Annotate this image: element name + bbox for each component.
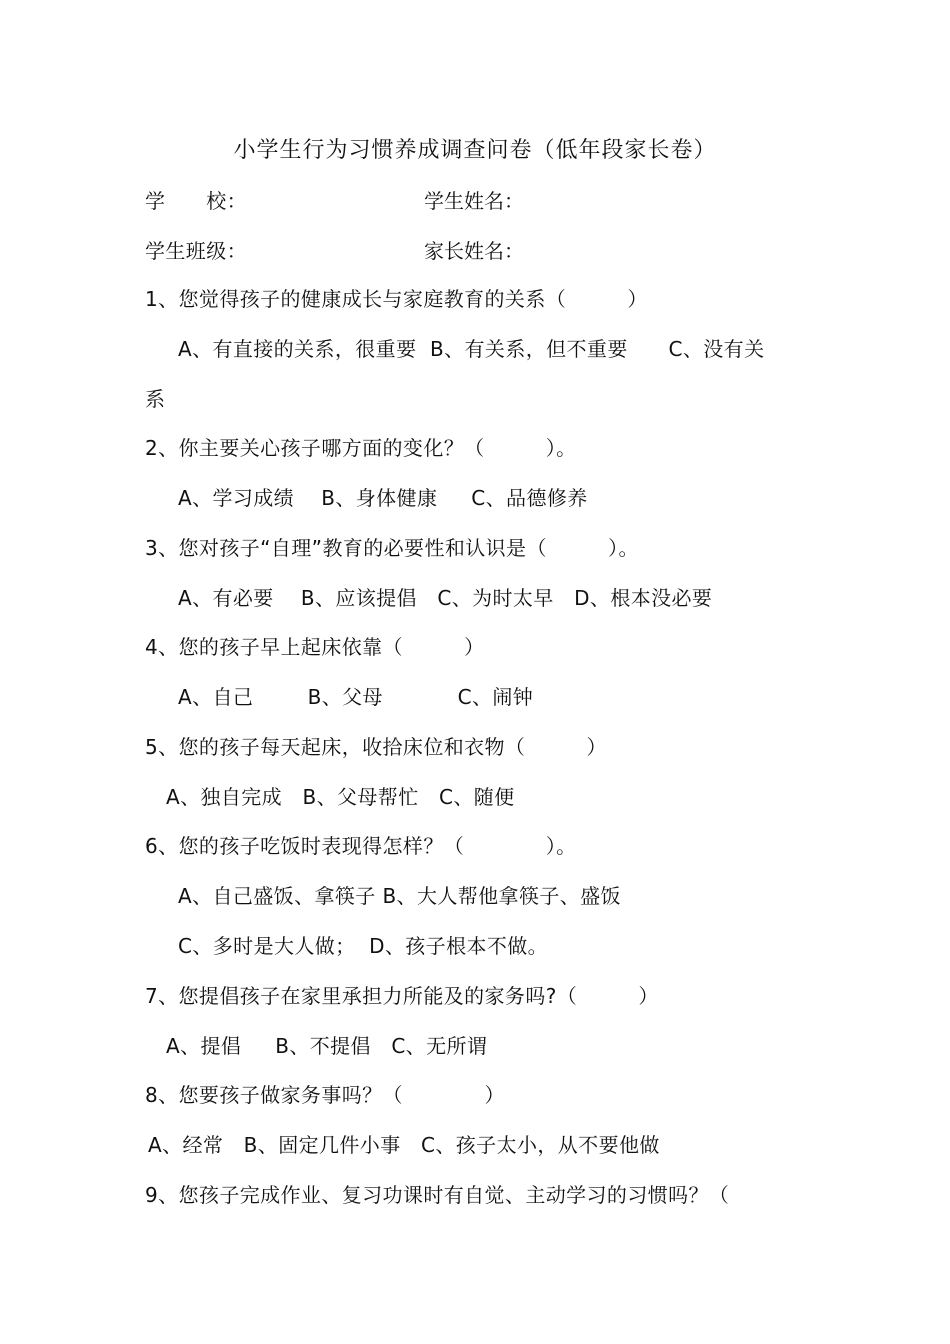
question-4: 4、您的孩子早上起床依靠（ ） [145,635,485,659]
question-8: 8、您要孩子做家务事吗？（ ） [145,1083,505,1107]
question-3: 3、您对孩子“自理”教育的必要性和认识是（ ）。 [145,536,639,560]
question-6: 6、您的孩子吃饭时表现得怎样？（ ）。 [145,834,577,858]
question-2: 2、你主要关心孩子哪方面的变化？（ ）。 [145,436,577,460]
question-7: 7、您提倡孩子在家里承担力所能及的家务吗?（ ） [145,984,659,1008]
question-1-options: A、有直接的关系，很重要 B、有关系，但不重要 C、没有关 [178,337,765,361]
question-1-options-cont: 系 [145,387,166,411]
question-3-options: A、有必要 B、应该提倡 C、为时太早 D、根本没必要 [178,586,713,610]
field-school: 学 校： [145,189,247,213]
question-4-options: A、自己 B、父母 C、闹钟 [178,685,534,709]
field-parent-name: 家长姓名： [424,239,524,263]
field-student-name: 学生姓名： [424,189,524,213]
question-7-options: A、提倡 B、不提倡 C、无所谓 [166,1034,488,1058]
question-2-options: A、学习成绩 B、身体健康 C、品德修养 [178,486,588,510]
question-6-options-b: C、多时是大人做； D、孩子根本不做。 [178,934,549,958]
question-5: 5、您的孩子每天起床，收拾床位和衣物（ ） [145,735,607,759]
document-title: 小学生行为习惯养成调查问卷（低年段家长卷） [233,138,717,163]
question-1: 1、您觉得孩子的健康成长与家庭教育的关系（ ） [145,287,648,311]
question-8-options: A、经常 B、固定几件小事 C、孩子太小，从不要他做 [148,1133,660,1157]
field-student-class: 学生班级： [145,239,247,263]
question-5-options: A、独自完成 B、父母帮忙 C、随便 [166,785,515,809]
question-9: 9、您孩子完成作业、复习功课时有自觉、主动学习的习惯吗？（ [145,1183,730,1207]
question-6-options-a: A、自己盛饭、拿筷子 B、大人帮他拿筷子、盛饭 [178,884,621,908]
